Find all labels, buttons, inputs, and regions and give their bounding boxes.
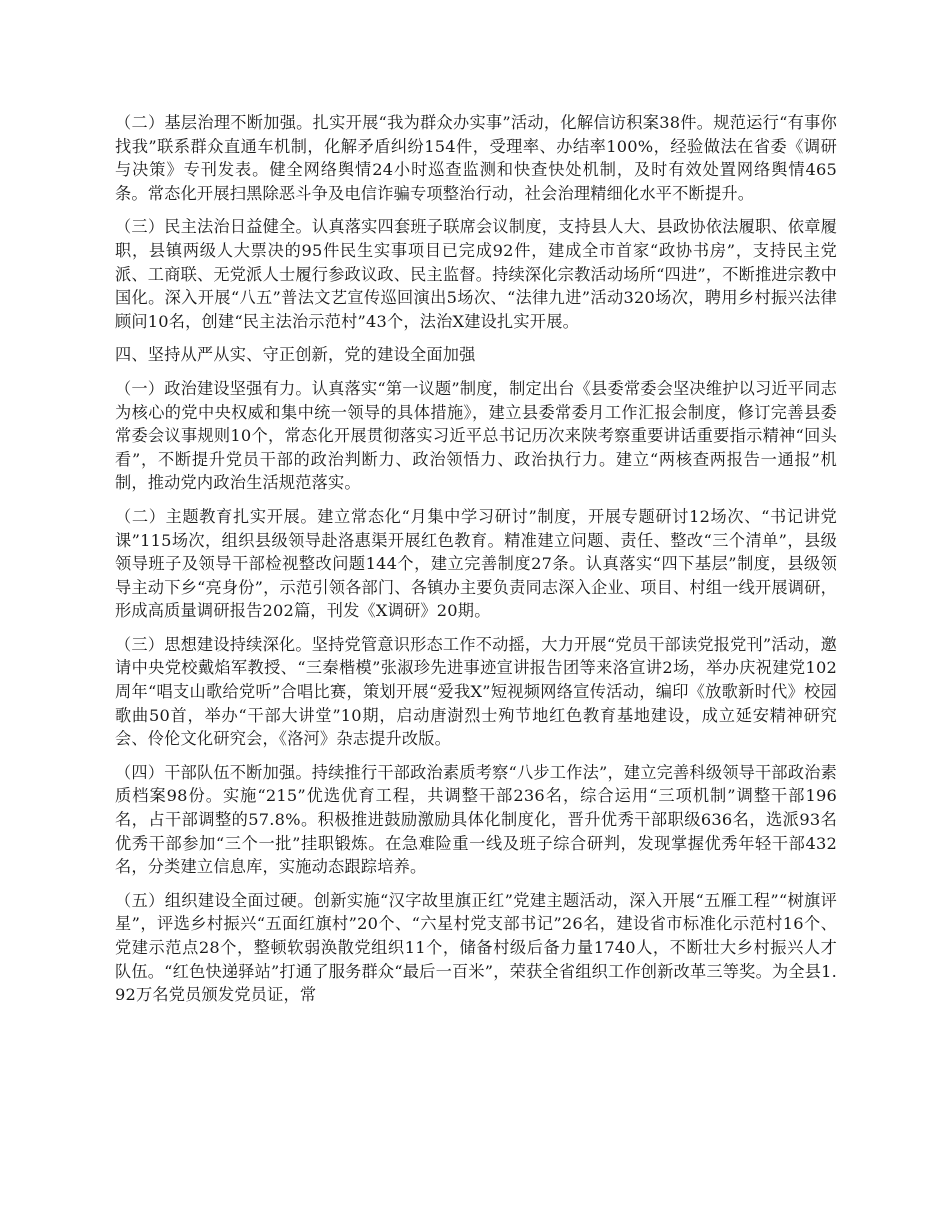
paragraph-organization-construction: （五）组织建设全面过硬。创新实施“汉字故里旗正红”党建主题活动，深入开展“五雁工程”“树旗评星”，评选乡村振兴“五面红旗村”20个、“六星村党支部书记”26名，建设省市标准化示范村16个、党建示范点28个，整顿软弱涣散党组织11个，储备村级后备力量1740人，不断壮大乡村振兴人才队伍。“红色快递驿站”打通了服务群众“最后一百米”，荣获全省组织工作创新改革三等奖。为全县1.92万名党员颁发党员证，常: [115, 890, 837, 1005]
paragraph-ideological-construction: （三）思想建设持续深化。坚持党管意识形态工作不动摇，大力开展“党员干部读党报党刊”活动，邀请中央党校戴焰军教授、“三秦楷模”张淑珍先进事迹宣讲报告团等来洛宣讲2场，举办庆祝建党102周年“唱支山歌给党听”合唱比赛，策划开展“爱我X”短视频网络宣传活动，编印《放歌新时代》校园歌曲50首，举办“干部大讲堂”10期，启动唐澍烈士殉节地红色教育基地建设，成立延安精神研究会、伶伦文化研究会，《洛河》杂志提升改版。: [115, 634, 837, 749]
section-heading-party-building: 四、坚持从严从实、守正创新，党的建设全面加强: [115, 345, 476, 365]
paragraph-democracy-rule-of-law: （三）民主法治日益健全。认真落实四套班子联席会议制度，支持县人大、县政协依法履职、依章履职，县镇两级人大票决的95件民生实事项目已完成92件，建成全市首家“政协书房”，支持民主党派、工商联、无党派人士履行参政议政、民主监督。持续深化宗教活动场所“四进”，不断推进宗教中国化。深入开展“八五”普法文艺宣传巡回演出5场次、“法律九进”活动320场次，聘用乡村振兴法律顾问10名，创建“民主法治示范村”43个，法治X建设扎实开展。: [115, 217, 837, 331]
paragraph-grassroots-governance: （二）基层治理不断加强。扎实开展“我为群众办实事”活动，化解信访积案38件。规范运行“有事你找我”联系群众直通车机制，化解矛盾纠纷154件，受理率、办结率100%，经验做法在省委《调研与决策》专刊发表。健全网络舆情24小时巡查监测和快查快处机制，及时有效处置网络舆情465条。常态化开展扫黑除恶斗争及电信诈骗专项整治行动，社会治理精细化水平不断提升。: [115, 113, 837, 203]
document-body: [115, 111, 837, 1017]
paragraph-theme-education: （二）主题教育扎实开展。建立常态化“月集中学习研讨”制度，开展专题研讨12场次、“书记讲党课”115场次，组织县级领导赴洛惠渠开展红色教育。精准建立问题、责任、整改“三个清单”，县级领导班子及领导干部检视整改问题144个，建立完善制度27条。认真落实“四下基层”制度，县级领导主动下乡“亮身份”，示范引领各部门、各镇办主要负责同志深入企业、项目、村组一线开展调研，形成高质量调研报告202篇，刊发《X调研》20期。: [115, 506, 837, 621]
paragraph-cadre-team: （四）干部队伍不断加强。持续推行干部政治素质考察“八步工作法”，建立完善科级领导干部政治素质档案98份。实施“215”优选优育工程，共调整干部236名，综合运用“三项机制”调整干部196名，占干部调整的57.8%。积极推进鼓励激励具体化制度化，晋升优秀干部职级636名，选派93名优秀干部参加“三个一批”挂职锻炼。在急难险重一线及班子综合研判，发现掌握优秀年轻干部432名，分类建立信息库，实施动态跟踪培养。: [115, 762, 837, 877]
paragraph-political-construction: （一）政治建设坚强有力。认真落实“第一议题”制度，制定出台《县委常委会坚决维护以习近平同志为核心的党中央权威和集中统一领导的具体措施》，建立县委常委月工作汇报会制度，修订完善县委常委会议事规则10个，常态化开展贯彻落实习近平总书记历次来陕考察重要讲话重要指示精神“回头看”，不断提升党员干部的政治判断力、政治领悟力、政治执行力。建立“两核查两报告一通报”机制，推动党内政治生活规范落实。: [115, 378, 837, 493]
